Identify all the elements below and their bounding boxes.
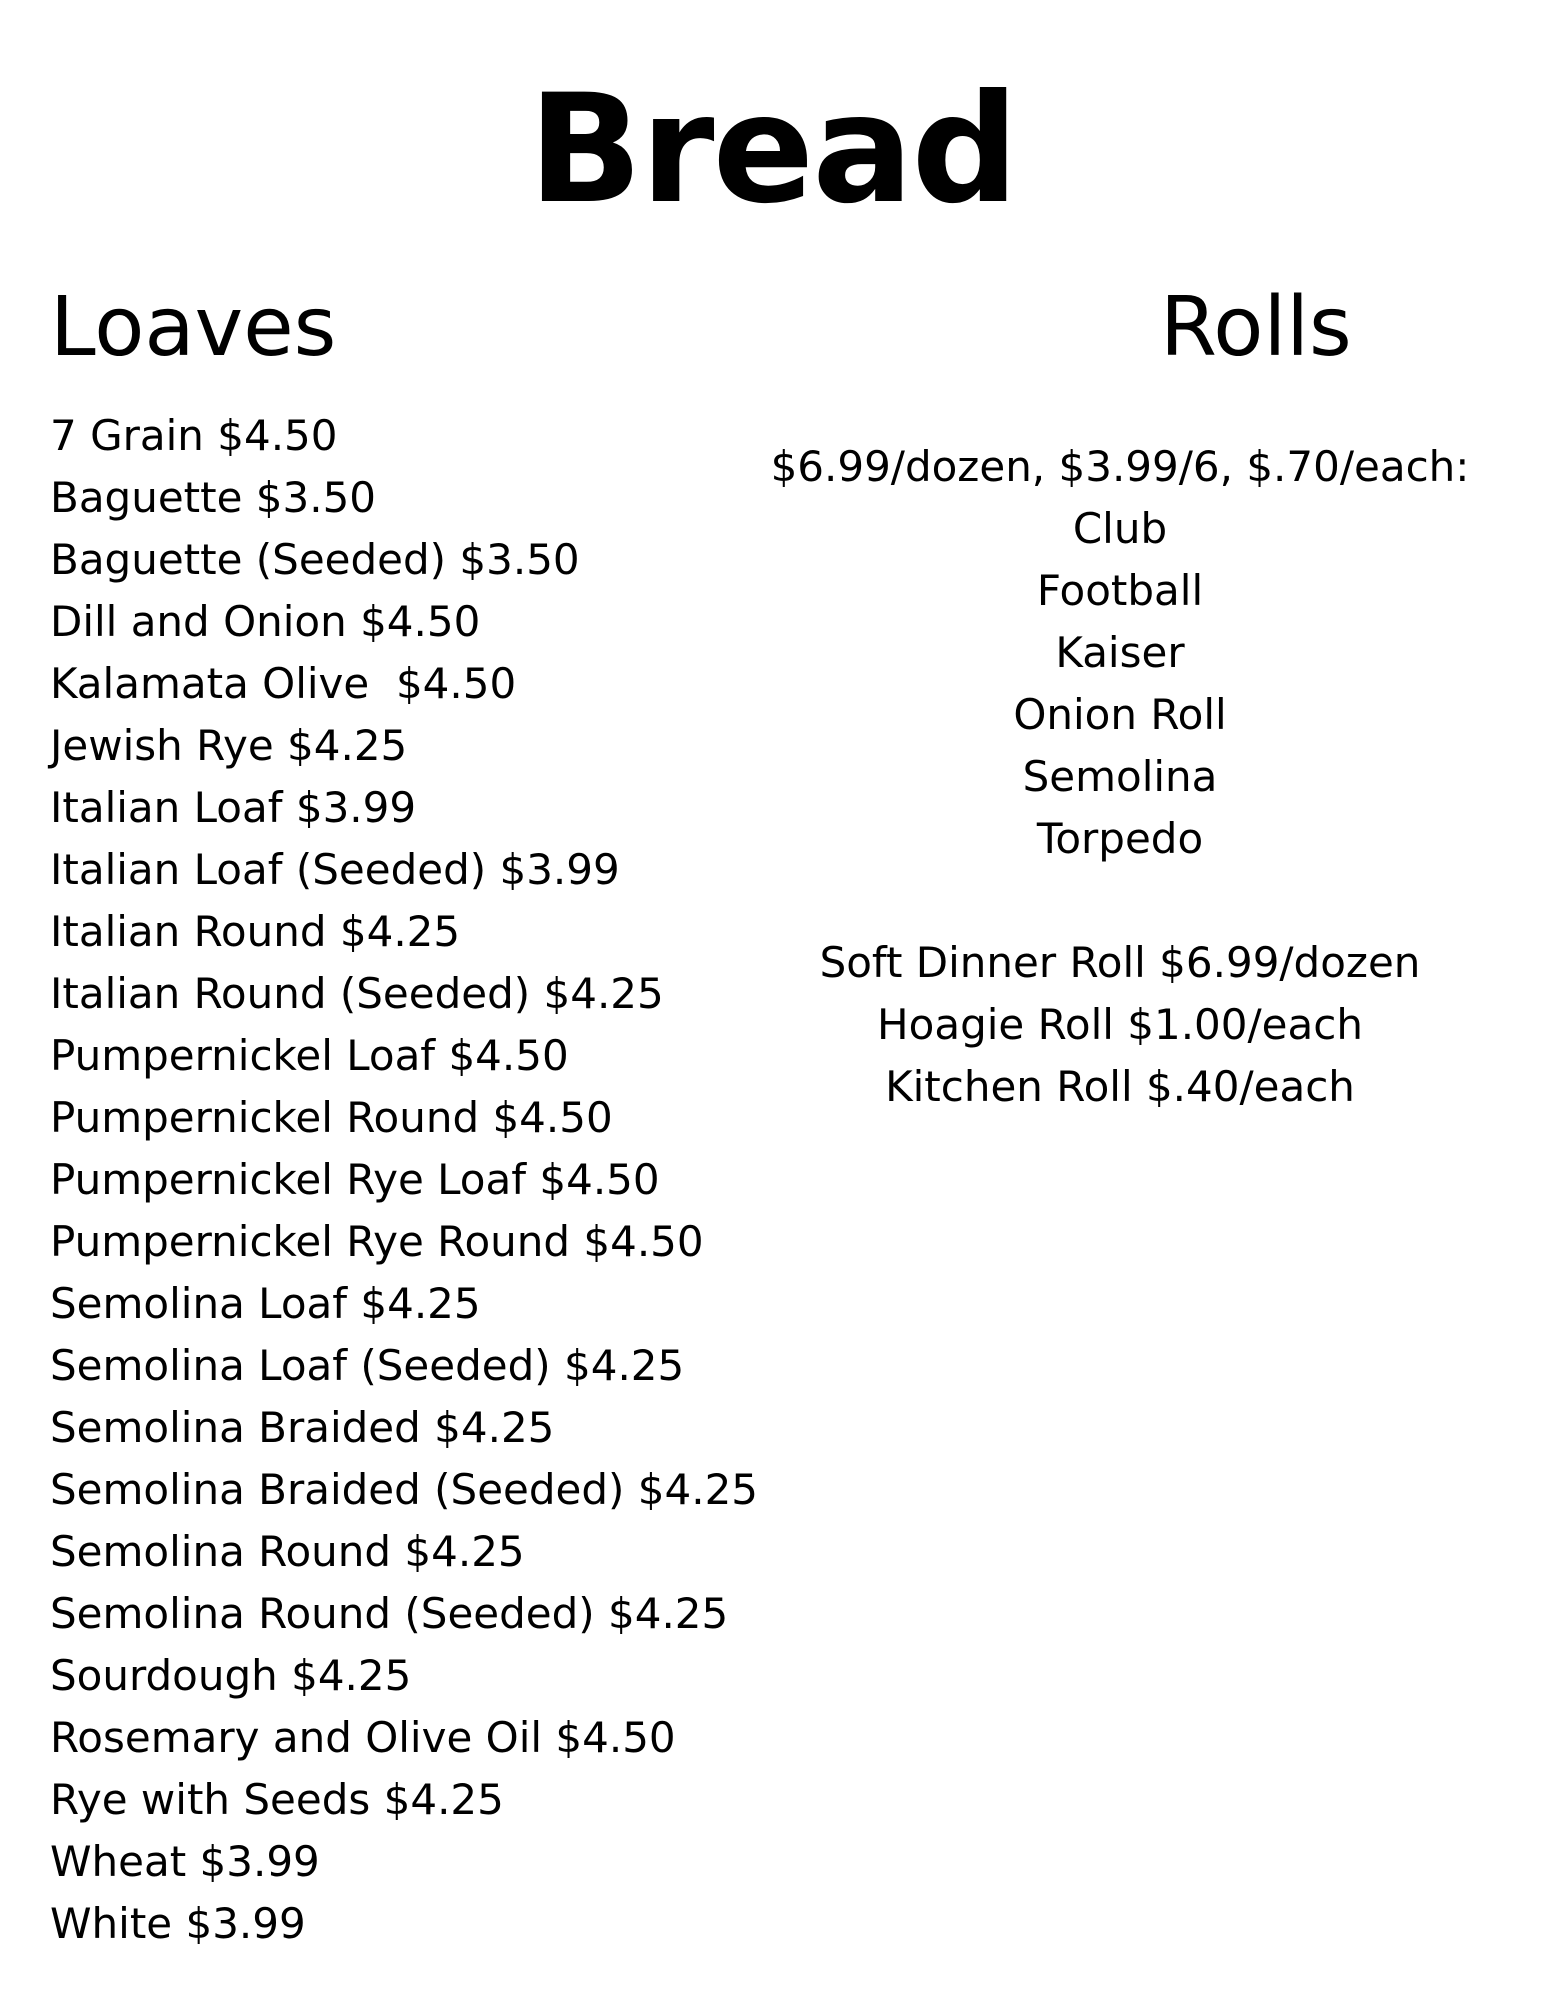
loaves-list	[50, 405, 758, 1955]
loaf-item: Pumpernickel Rye Loaf $4.50	[50, 1155, 660, 1204]
loaf-item: Baguette (Seeded) $3.50	[50, 535, 580, 584]
loaf-item: Semolina Round (Seeded) $4.25	[50, 1589, 729, 1638]
loaves-heading: Loaves	[50, 280, 337, 375]
loaf-item: Kalamata Olive $4.50	[50, 659, 517, 708]
rolls-pricing: $6.99/dozen, $3.99/6, $.70/each:	[770, 442, 1470, 491]
roll-variety: Torpedo	[1036, 814, 1204, 863]
loaf-item: Dill and Onion $4.50	[50, 597, 481, 646]
loaf-item: Pumpernickel Loaf $4.50	[50, 1031, 569, 1080]
loaf-item: Italian Loaf $3.99	[50, 783, 417, 832]
rolls-spacer	[770, 870, 1470, 932]
page-title: Bread	[528, 63, 1017, 237]
loaf-item: Semolina Round $4.25	[50, 1527, 525, 1576]
roll-variety: Kaiser	[1055, 628, 1185, 677]
loaf-item: Baguette $3.50	[50, 473, 377, 522]
loaf-item: Semolina Loaf $4.25	[50, 1279, 481, 1328]
loaf-item: Italian Loaf (Seeded) $3.99	[50, 845, 620, 894]
loaf-item: White $3.99	[50, 1899, 306, 1948]
loaf-item: 7 Grain $4.50	[50, 411, 338, 460]
loaf-item: Rosemary and Olive Oil $4.50	[50, 1713, 676, 1762]
rolls-section	[770, 436, 1470, 1118]
loaf-item: Italian Round (Seeded) $4.25	[50, 969, 664, 1018]
roll-special: Hoagie Roll $1.00/each	[877, 1000, 1363, 1049]
roll-variety: Onion Roll	[1013, 690, 1227, 739]
loaf-item: Semolina Braided $4.25	[50, 1403, 555, 1452]
loaf-item: Sourdough $4.25	[50, 1651, 412, 1700]
loaf-item: Pumpernickel Rye Round $4.50	[50, 1217, 704, 1266]
loaf-item: Wheat $3.99	[50, 1837, 320, 1886]
roll-special: Soft Dinner Roll $6.99/dozen	[819, 938, 1421, 987]
rolls-heading: Rolls	[1160, 280, 1352, 375]
loaf-item: Jewish Rye $4.25	[50, 721, 408, 770]
roll-variety: Club	[1072, 504, 1168, 553]
loaf-item: Semolina Loaf (Seeded) $4.25	[50, 1341, 685, 1390]
roll-special: Kitchen Roll $.40/each	[885, 1062, 1355, 1111]
loaf-item: Semolina Braided (Seeded) $4.25	[50, 1465, 759, 1514]
loaf-item: Italian Round $4.25	[50, 907, 461, 956]
roll-variety: Football	[1036, 566, 1204, 615]
roll-variety: Semolina	[1022, 752, 1218, 801]
loaf-item: Pumpernickel Round $4.50	[50, 1093, 613, 1142]
loaf-item: Rye with Seeds $4.25	[50, 1775, 504, 1824]
